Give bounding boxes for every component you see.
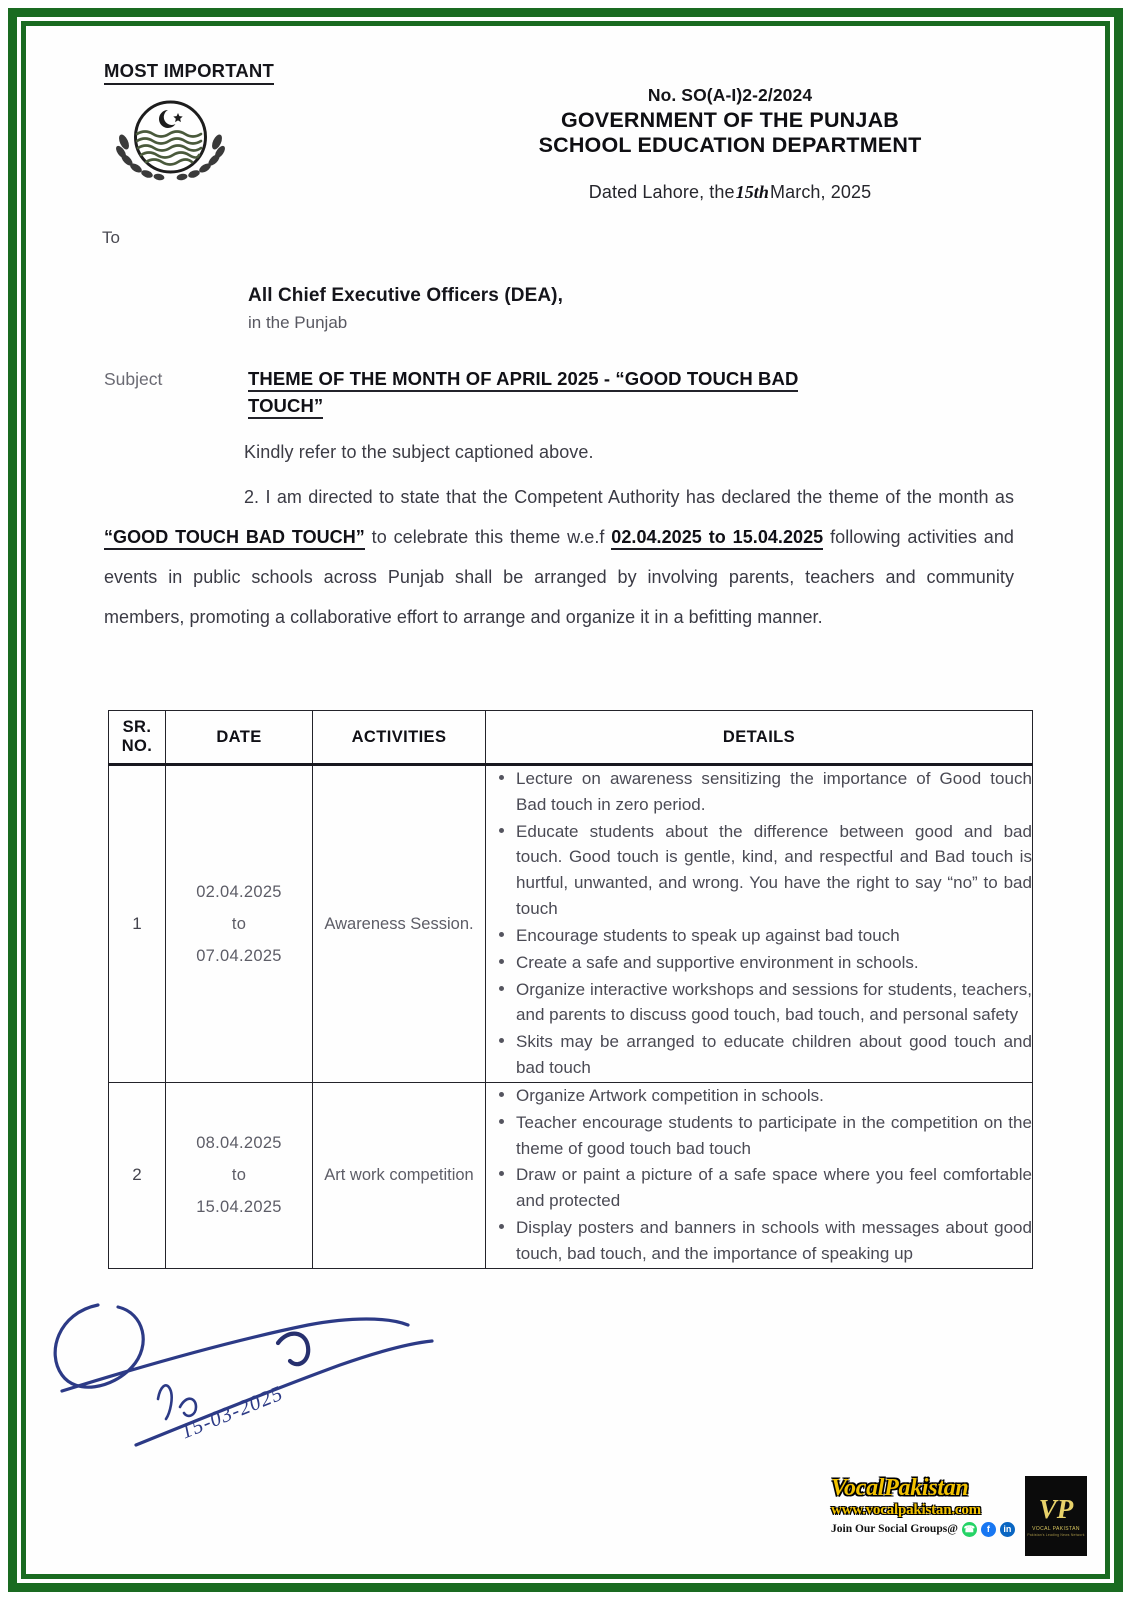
- watermark-url[interactable]: www.vocalpakistan.com: [831, 1502, 981, 1519]
- row-2-activity: Art work competition: [313, 1082, 486, 1268]
- paragraph-part-2: to celebrate this theme w.e.f: [364, 526, 612, 547]
- paragraph-number: 2.: [244, 487, 260, 507]
- row-2-date-to: 15.04.2025: [196, 1198, 282, 1217]
- subject-text: [248, 366, 948, 420]
- watermark-brand: VocalPakistan: [831, 1475, 969, 1501]
- watermark-badge-initials: VP: [1038, 1493, 1074, 1524]
- theme-quoted: “GOOD TOUCH BAD TOUCH”: [104, 527, 365, 550]
- addressee-line-2: in the Punjab: [248, 313, 348, 332]
- addressee-line-1: All Chief Executive Officers (DEA),: [248, 285, 563, 306]
- theme-date-from: 02.04.2025: [611, 527, 702, 550]
- column-header-details: DETAILS: [486, 711, 1033, 765]
- row-1-detail-item: Educate students about the difference between good and bad touch. Good touch is gentle, kind, and respectful and Bad touch is hurtful, unwanted, and wrong. You have the right to say “no” to bad touch: [516, 819, 1032, 922]
- watermark-footer: [831, 1476, 1087, 1562]
- signature-mark: [40, 1295, 460, 1475]
- row-2-date-join: to: [231, 1166, 247, 1185]
- watermark-social-row: [831, 1522, 1019, 1537]
- row-1-detail-item: Encourage students to speak up against bad touch: [516, 923, 1032, 949]
- row-1-activity: Awareness Session.: [313, 765, 486, 1083]
- row-2-detail-item: Teacher encourage students to participate in the competition on the theme of good touch bad touch: [516, 1110, 1032, 1162]
- table-row: [109, 765, 1033, 1083]
- to-label: To: [102, 228, 120, 247]
- row-2-detail-item: Display posters and banners in schools with messages about good touch, bad touch, and the importance of speaking up: [516, 1215, 1032, 1267]
- signature-date-handwritten: 15-03-2025: [177, 1380, 287, 1444]
- subject-line-2: TOUCH”: [248, 395, 323, 419]
- whatsapp-icon[interactable]: ☎: [962, 1522, 977, 1537]
- department-title: SCHOOL EDUCATION DEPARTMENT: [538, 132, 922, 157]
- row-1-detail-item: Organize interactive workshops and sessions for students, teachers, and parents to discuss good touch, bad touch, and personal safety: [516, 977, 1032, 1029]
- row-2-date: [166, 1082, 313, 1268]
- dated-suffix: March, 2025: [770, 181, 872, 202]
- column-header-date: DATE: [166, 711, 313, 765]
- watermark-badge-name: VOCAL PAKISTAN: [1032, 1525, 1080, 1532]
- theme-date-join: to: [702, 527, 733, 550]
- government-title: GOVERNMENT OF THE PUNJAB: [560, 107, 900, 132]
- watermark-join-text: Join Our Social Groups@: [831, 1523, 958, 1536]
- column-header-sr-no: SR. NO.: [109, 711, 166, 765]
- row-2-details: [486, 1082, 1033, 1268]
- paragraph-part-1: I am directed to state that the Competent Authority has declared the theme of the month as: [265, 487, 1014, 507]
- row-1-detail-item: Lecture on awareness sensitizing the importance of Good touch Bad touch in zero period.: [516, 766, 1032, 818]
- subject-label: Subject: [104, 369, 163, 389]
- facebook-icon[interactable]: f: [981, 1522, 996, 1537]
- refer-line: Kindly refer to the subject captioned above.: [244, 442, 594, 462]
- paragraph-part-3: following activities and events in public schools across Punjab shall be arranged by involving parents, teachers and community members, promoting a collaborative effort to arrange and organize it in a befitting manner.: [104, 526, 1014, 627]
- row-1-detail-item: Create a safe and supportive environment in schools.: [516, 950, 1032, 976]
- table-row: [109, 1082, 1033, 1268]
- theme-date-to: 15.04.2025: [733, 527, 824, 550]
- watermark-text-block: [831, 1476, 1019, 1537]
- row-2-detail-item: Draw or paint a picture of a safe space where you feel comfortable and protected: [516, 1162, 1032, 1214]
- table-header-row: [109, 711, 1033, 765]
- watermark-logo-badge: [1025, 1476, 1087, 1556]
- body-paragraph: [104, 478, 1014, 638]
- row-2-date-from: 08.04.2025: [196, 1134, 282, 1153]
- row-1-details: [486, 765, 1033, 1083]
- linkedin-icon[interactable]: in: [1000, 1522, 1015, 1537]
- row-2-sr-no: 2: [109, 1082, 166, 1268]
- most-important-stamp: MOST IMPORTANT: [104, 60, 274, 85]
- row-1-date-join: to: [231, 914, 247, 933]
- document-sheet: [30, 30, 1101, 1570]
- activities-table: [108, 710, 1033, 1269]
- reference-number: No. SO(A-I)2-2/2024: [647, 85, 813, 105]
- row-1-detail-item: Skits may be arranged to educate children about good touch and bad touch: [516, 1029, 1032, 1081]
- column-header-activities: ACTIVITIES: [313, 711, 486, 765]
- dated-prefix: Dated Lahore, the: [588, 181, 735, 202]
- subject-line-1: THEME OF THE MONTH OF APRIL 2025 - “GOOD TOUCH BAD: [248, 368, 798, 392]
- row-2-detail-item: Organize Artwork competition in schools.: [516, 1083, 1032, 1109]
- row-1-date-to: 07.04.2025: [196, 947, 282, 966]
- letterhead: [385, 85, 1075, 203]
- row-1-date-from: 02.04.2025: [196, 882, 282, 901]
- row-1-date: [166, 765, 313, 1083]
- punjab-government-emblem-icon: [108, 92, 233, 184]
- dated-day-handwritten: 15th: [735, 181, 770, 202]
- watermark-badge-tagline: Pakistan's Leading News Network: [1027, 1532, 1085, 1537]
- dated-line: [385, 182, 1075, 203]
- row-1-sr-no: 1: [109, 765, 166, 1083]
